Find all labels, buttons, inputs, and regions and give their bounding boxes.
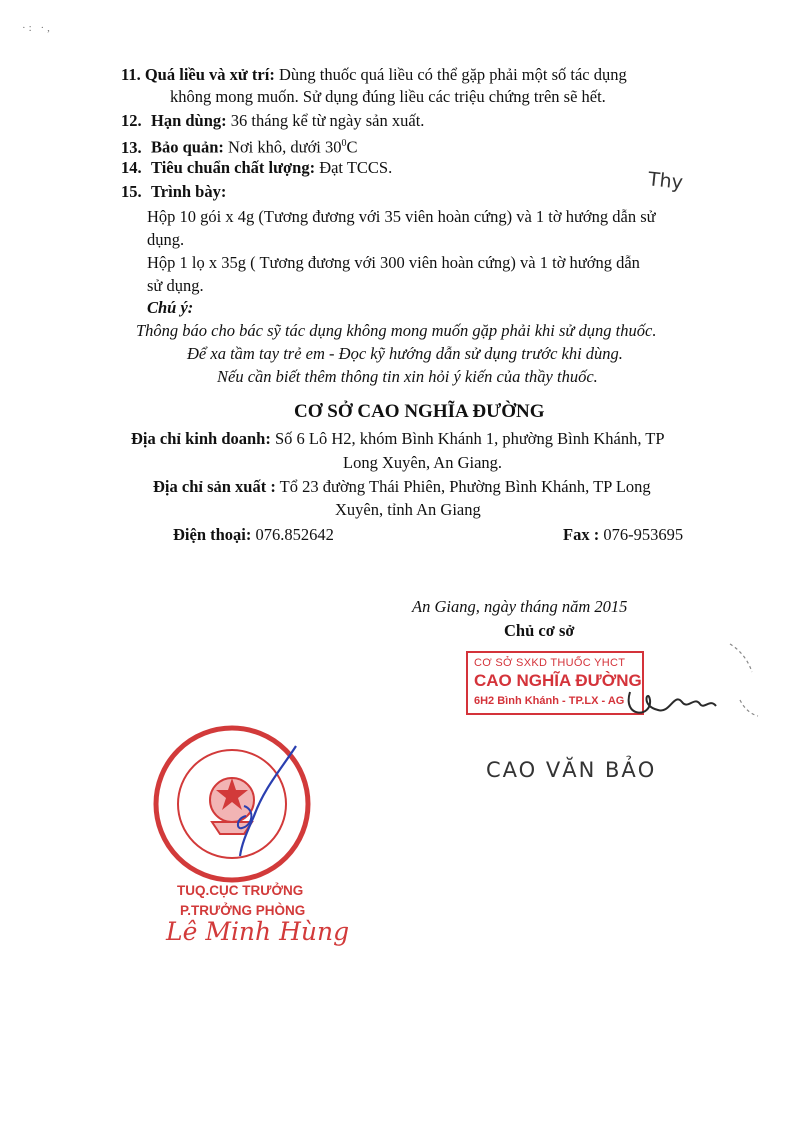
pack-1-line-2: dụng. [147,230,185,249]
business-address-line-2: Long Xuyên, An Giang. [343,453,503,472]
handwritten-initial: Thy [646,168,684,194]
corner-marks: ·: ·, [22,22,53,34]
section-12-number: 12. [121,111,142,130]
section-13-text: Nơi khô, dưới 30 [223,137,342,157]
business-address [131,428,665,450]
owner-stamp-line-1: CƠ SỞ SXKD THUỐC YHCT [474,657,626,669]
section-11-text-1: Dùng thuốc quá liều có thể gặp phải một số tác dụng [274,65,627,84]
section-11-label: Quá liều và xử trí: [144,65,275,84]
section-12-label: Hạn dùng: [151,111,227,130]
section-11 [121,64,627,86]
production-address-line-1: Tổ 23 đường Thái Phiên, Phường Bình Khánh, TP Long [275,477,651,496]
place-date: An Giang, ngày tháng năm 2015 [412,597,628,616]
production-address-line-2: Xuyên, tỉnh An Giang [335,500,481,519]
note-line-1: Thông báo cho bác sỹ tác dụng không mong muốn gặp phải khi sử dụng thuốc. [136,321,657,340]
section-12 [121,110,424,132]
section-13-number: 13. [121,137,142,157]
section-15-label: Trình bày: [151,182,227,201]
official-signature-name: Lê Minh Hùng [166,917,350,946]
owner-title: Chủ cơ sở [504,621,575,640]
pack-2-line-2: sử dụng. [147,276,204,295]
business-address-label: Địa chỉ kinh doanh: [131,429,271,448]
owner-stamp-line-3: 6H2 Bình Khánh - TP.LX - AG [474,695,625,707]
phone-label: Điện thoại: [173,525,252,544]
fax [563,524,683,546]
production-address-label: Địa chỉ sản xuất : [153,477,276,496]
section-14-text: Đạt TCCS. [315,158,393,177]
phone [173,524,334,546]
note-label: Chú ý: [147,298,194,317]
section-13-unit: C [346,137,358,157]
official-seal-icon [146,718,318,890]
section-13-label: Bảo quản: [151,137,224,157]
section-11-number: 11. [121,65,141,84]
section-15-number: 15. [121,182,142,201]
fax-number: 076-953695 [599,525,684,544]
note-line-3: Nếu cần biết thêm thông tin xin hỏi ý kiến của thầy thuốc. [217,367,598,386]
production-address [153,476,651,498]
pack-2-line-1: Hộp 1 lọ x 35g ( Tương đương với 300 viên hoàn cứng) và 1 tờ hướng dẫn [147,253,640,272]
note-line-2: Để xa tầm tay trẻ em - Đọc kỹ hướng dẫn sử dụng trước khi dùng. [187,344,623,363]
owner-name-handwritten: CAO VĂN BẢO [486,758,657,782]
owner-signature-icon [612,630,762,730]
fax-label: Fax : [563,525,600,544]
pack-1-line-1: Hộp 10 gói x 4g (Tương đương với 35 viên hoàn cứng) và 1 tờ hướng dẫn sử [147,207,656,226]
phone-number: 076.852642 [251,525,334,544]
official-title-1: TUQ.CỤC TRƯỞNG [177,883,304,898]
business-address-line-1: Số 6 Lô H2, khóm Bình Khánh 1, phường Bình Khánh, TP [270,429,665,448]
company-name: CƠ SỞ CAO NGHĨA ĐƯỜNG [294,401,545,422]
section-11-text-2: không mong muốn. Sử dụng đúng liều các triệu chứng trên sẽ hết. [170,87,606,106]
section-13-degree: 0 [341,138,347,149]
owner-stamp-line-2: CAO NGHĨA ĐƯỜNG [474,671,642,690]
section-14-number: 14. [121,158,142,177]
official-title-2: P.TRƯỞNG PHÒNG [180,903,306,918]
section-12-text: 36 tháng kể từ ngày sản xuất. [226,111,425,130]
section-14 [121,157,392,179]
section-15 [121,181,226,203]
section-14-label: Tiêu chuẩn chất lượng: [151,158,316,177]
section-13 [121,133,358,159]
